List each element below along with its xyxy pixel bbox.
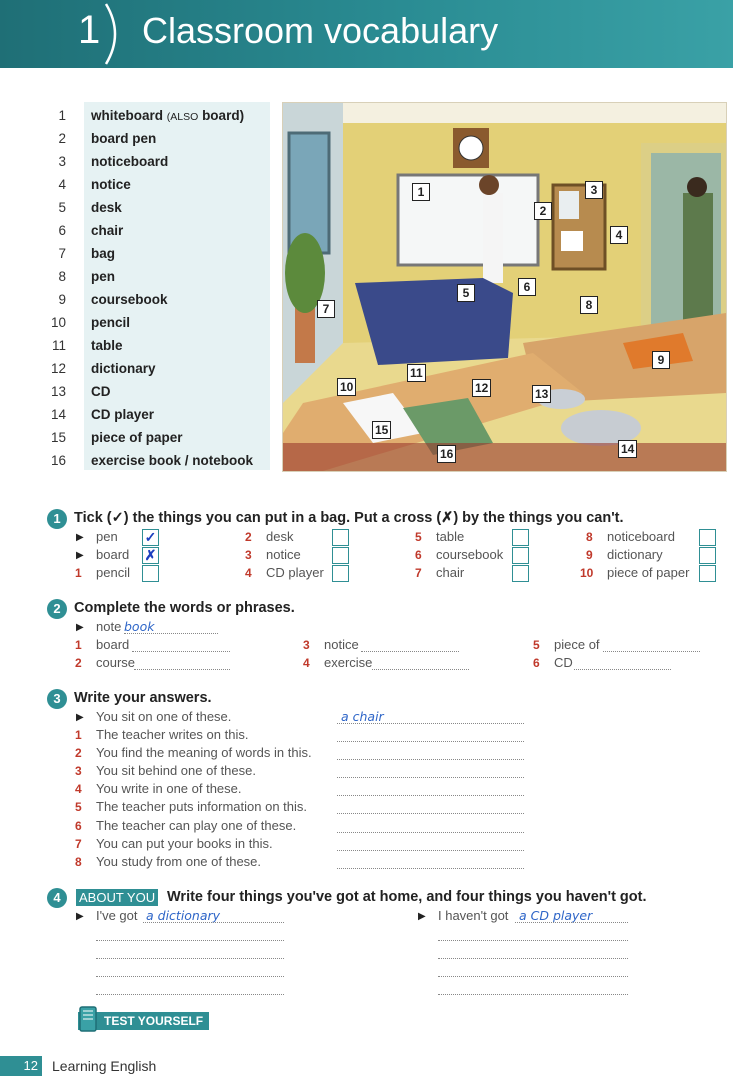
ex3-answer-line[interactable] [337,813,524,814]
ex4-havent-line[interactable] [438,958,628,959]
exercise-1-badge: 1 [47,509,67,529]
ex2-item-number: 1 [75,638,82,652]
example-arrow-icon: ▶ [76,712,84,723]
callout-cd-player: 14 [618,440,637,458]
vocab-item: 16 exercise book / notebook [50,453,254,468]
ex3-item-question: You study from one of these. [96,854,262,869]
vocab-item: 4 notice [58,177,131,192]
ex1-item-number: 2 [245,530,252,544]
ex2-item-number: 5 [533,638,540,652]
ex3-answer-line[interactable] [337,759,524,760]
ex2-answer-line[interactable] [134,669,230,670]
ex3-item-question: The teacher puts information on this. [96,799,308,814]
ex2-item-prefix: exercise [324,655,373,670]
ex4-havent-line[interactable] [438,994,628,995]
ex1-item-word: chair [436,565,465,580]
ex2-item-prefix: piece of [554,637,600,652]
ex3-item-number: 1 [75,728,82,742]
callout-chair: 6 [518,278,536,296]
ex3-answer-line[interactable] [337,850,524,851]
ex1-example-checkbox[interactable]: ✓ [142,529,159,546]
callout-exercise-book: 16 [437,445,456,463]
ex1-example-checkbox[interactable]: ✗ [142,547,159,564]
callout-coursebook: 9 [652,351,670,369]
ex1-item-number: 8 [586,530,593,544]
callout-board-pen: 2 [534,202,552,220]
ex3-example-answer: a chair [341,709,384,724]
classroom-illustration [282,102,727,472]
ex1-item-word: pencil [96,565,130,580]
callout-desk: 5 [457,284,475,302]
callout-pencil: 10 [337,378,356,396]
ex4-havent-line [515,922,628,923]
ex2-example-prefix: note [96,619,122,634]
ex1-item-number: 9 [586,548,593,562]
ex4-have-line[interactable] [96,958,284,959]
vocab-item: 9 coursebook [58,292,168,307]
ex1-item-word: table [436,529,465,544]
ex4-have-prefix: I've got [96,908,138,923]
ex3-answer-line[interactable] [337,832,524,833]
ex1-item-checkbox[interactable] [699,565,716,582]
about-you-tag: ABOUT YOU [76,889,158,906]
ex2-item-number: 2 [75,656,82,670]
vocab-item: 12 dictionary [50,361,156,376]
ex1-item-number: 7 [415,566,422,580]
ex1-item-checkbox[interactable] [512,529,529,546]
callout-bag: 7 [317,300,335,318]
ex4-havent-line[interactable] [438,976,628,977]
ex2-answer-line[interactable] [574,669,671,670]
ex3-answer-line[interactable] [337,741,524,742]
ex1-item-checkbox[interactable] [332,529,349,546]
ex1-item-word: coursebook [436,547,504,562]
exercise-4-badge: 4 [47,888,67,908]
ex4-havent-prefix: I haven't got [438,908,509,923]
section-name: Learning English [52,1058,157,1074]
ex3-example-question: You sit on one of these. [96,709,232,724]
ex3-item-question: You can put your books in this. [96,836,273,851]
ex4-have-example-answer: a dictionary [146,908,221,923]
vocab-item: 10 pencil [50,315,131,330]
vocab-item: 2 board pen [58,131,157,146]
notebook-icon [78,1006,98,1032]
vocabulary-list [40,104,270,472]
ex1-item-word: noticeboard [607,529,675,544]
ex1-item-word: CD player [266,565,324,580]
ex1-item-number: 1 [75,566,82,580]
unit-number: 1 [78,8,101,52]
vocab-item: 7 bag [58,246,116,261]
ex1-item-number: 4 [245,566,252,580]
ex1-item-word: piece of paper [607,565,690,580]
test-yourself-button[interactable]: TEST YOURSELF [78,1012,209,1030]
ex3-item-number: 7 [75,837,82,851]
vocab-item: 14 CD player [50,407,155,422]
ex3-item-question: You sit behind one of these. [96,763,256,778]
exercise-2-title: Complete the words or phrases. [74,600,295,616]
ex1-item-checkbox[interactable] [332,547,349,564]
header-divider [102,2,126,66]
ex1-item-checkbox[interactable] [512,547,529,564]
ex3-item-number: 4 [75,782,82,796]
vocab-item: 13 CD [50,384,111,399]
vocab-item: 5 desk [58,200,122,215]
vocab-item: 8 pen [58,269,116,284]
ex3-item-number: 2 [75,746,82,760]
ex1-item-checkbox[interactable] [142,565,159,582]
ex1-item-word: notice [266,547,301,562]
ex1-item-number: 5 [415,530,422,544]
example-arrow-icon: ▶ [76,532,84,543]
exercise-4-title: Write four things you've got at home, and four things you haven't got. [167,889,647,905]
callout-whiteboard: 1 [412,183,430,201]
example-arrow-icon: ▶ [76,550,84,561]
ex3-item-question: The teacher can play one of these. [96,818,297,833]
vocab-item: 1 whiteboard (ALSO board) [58,108,245,123]
callout-dictionary: 12 [472,379,491,397]
ex2-answer-line[interactable] [372,669,469,670]
ex3-item-question: You write in one of these. [96,781,242,796]
ex1-item-checkbox[interactable] [699,547,716,564]
ex2-item-number: 6 [533,656,540,670]
ex1-item-word: dictionary [607,547,663,562]
ex2-answer-line[interactable] [132,651,230,652]
ex3-item-question: You find the meaning of words in this. [96,745,312,760]
ex4-have-line[interactable] [96,940,284,941]
ex1-example-word: pen [96,529,118,544]
callout-notice: 4 [610,226,628,244]
callout-piece-of-paper: 15 [372,421,391,439]
callout-cd: 13 [532,385,551,403]
callout-table: 11 [407,364,426,382]
ex2-item-prefix: CD [554,655,573,670]
ex3-answer-line[interactable] [337,795,524,796]
ex2-item-number: 3 [303,638,310,652]
ex1-item-word: desk [266,529,294,544]
ex3-item-number: 5 [75,800,82,814]
exercise-3-title: Write your answers. [74,690,212,706]
exercise-1-title: Tick (✓) the things you can put in a bag. Put a cross (✗) by the things you can't. [74,510,624,526]
ex3-answer-line[interactable] [337,868,524,869]
unit-title: Classroom vocabulary [142,10,499,51]
callout-pen: 8 [580,296,598,314]
ex2-answer-line[interactable] [361,651,459,652]
ex3-item-number: 3 [75,764,82,778]
ex3-item-number: 8 [75,855,82,869]
ex1-example-word: board [96,547,130,562]
ex4-havent-example-answer: a CD player [519,908,593,923]
ex3-item-number: 6 [75,819,82,833]
ex3-example-line [337,723,524,724]
callout-noticeboard: 3 [585,181,603,199]
exercise-3-badge: 3 [47,689,67,709]
ex2-answer-line[interactable] [603,651,700,652]
example-arrow-icon: ▶ [76,911,84,922]
ex1-item-checkbox[interactable] [332,565,349,582]
ex3-item-question: The teacher writes on this. [96,727,249,742]
ex1-item-checkbox[interactable] [699,529,716,546]
page-number: 12 [0,1056,42,1076]
vocab-item: 11 table [51,338,123,353]
ex1-item-number: 3 [245,548,252,562]
ex4-have-line[interactable] [96,976,284,977]
ex4-have-line [143,922,284,923]
example-arrow-icon: ▶ [76,622,84,633]
unit-header [0,0,733,68]
ex1-item-checkbox[interactable] [512,565,529,582]
classroom-drawing [283,103,726,471]
example-arrow-icon: ▶ [418,911,426,922]
ex1-item-number: 6 [415,548,422,562]
vocab-item: 15 piece of paper [50,430,183,445]
vocab-item: 3 noticeboard [58,154,169,169]
ex2-example-answer: book [124,619,155,634]
ex2-item-prefix: course [96,655,136,670]
ex2-item-number: 4 [303,656,310,670]
ex3-answer-line[interactable] [337,777,524,778]
ex2-item-prefix: notice [324,637,359,652]
ex2-item-prefix: board [96,637,130,652]
ex4-have-line[interactable] [96,994,284,995]
ex1-item-number: 10 [580,566,594,580]
ex4-havent-line[interactable] [438,940,628,941]
exercise-2-badge: 2 [47,599,67,619]
ex2-example-line [124,633,218,634]
vocab-item: 6 chair [58,223,124,238]
